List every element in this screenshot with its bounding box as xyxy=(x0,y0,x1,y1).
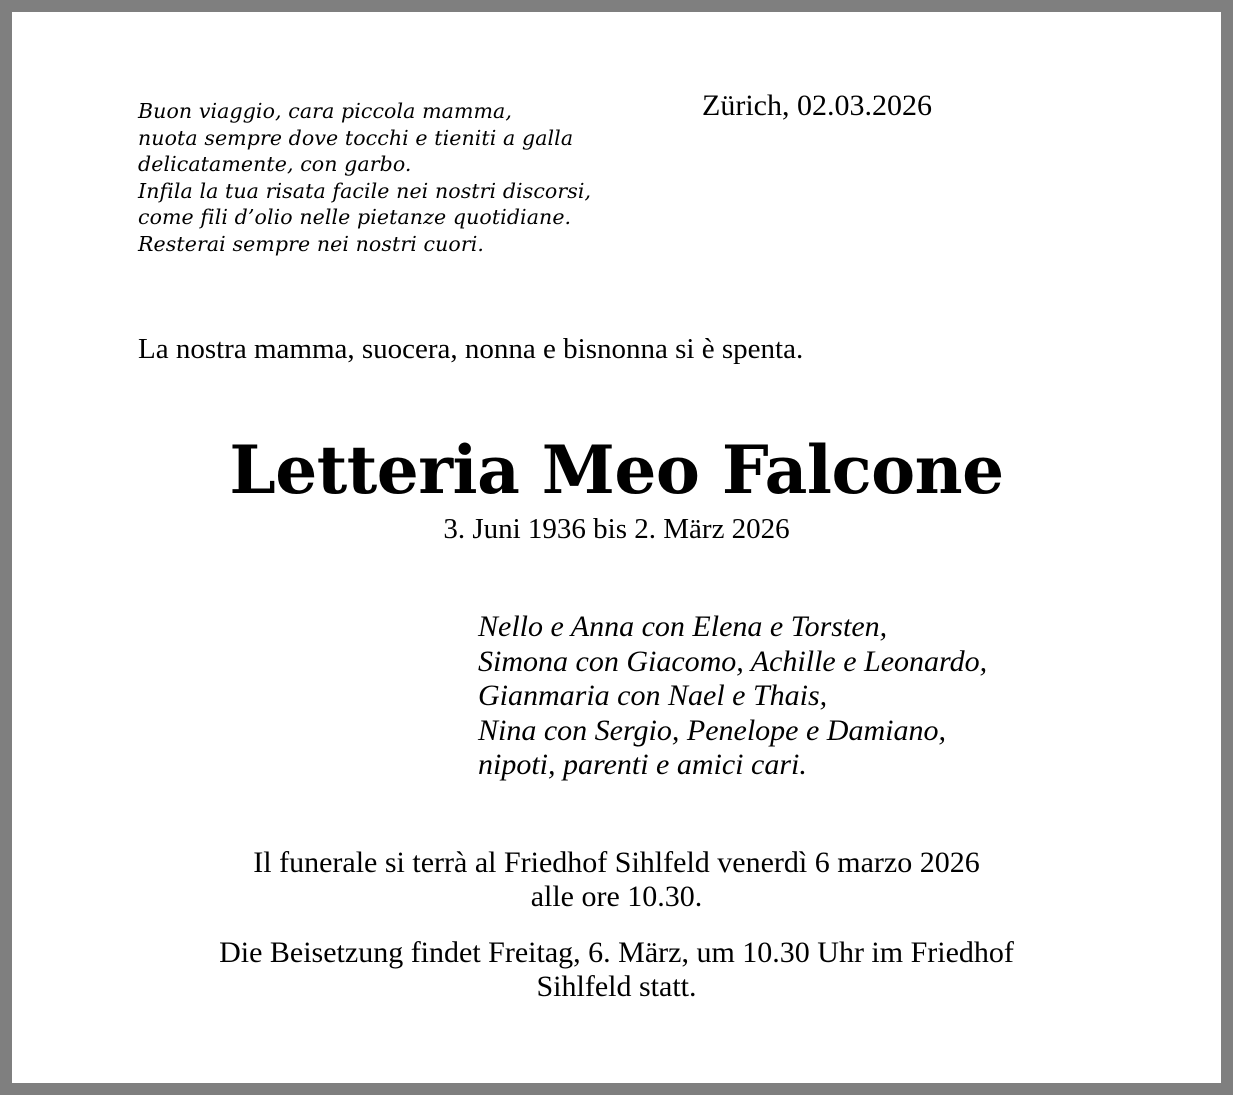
obituary-notice xyxy=(12,12,1221,1083)
deceased-name: Letteria Meo Falcone xyxy=(229,431,1004,509)
mourner-line: nipoti, parenti e amici cari. xyxy=(478,748,807,781)
life-dates: 3. Juni 1936 bis 2. März 2026 xyxy=(443,513,790,545)
mourner-line: Simona con Giacomo, Achille e Leonardo, xyxy=(478,644,988,678)
intro-sentence: La nostra mamma, suocera, nonna e bisnonna si è spenta. xyxy=(138,333,804,365)
funeral-italian-line: Il funerale si terrà al Friedhof Sihlfeld venerdì 6 marzo 2026 xyxy=(253,846,980,879)
place-and-date: Zürich, 02.03.2026 xyxy=(702,89,932,122)
poem-line: Buon viaggio, cara piccola mamma, xyxy=(138,99,512,123)
poem-line: nuota sempre dove tocchi e tieniti a galla xyxy=(138,125,574,150)
poem-line: Resterai sempre nei nostri cuori. xyxy=(138,231,484,256)
poem-line: come fili d’olio nelle pietanze quotidiane. xyxy=(138,205,572,230)
funeral-italian-line: alle ore 10.30. xyxy=(530,880,703,913)
funeral-german-line: Sihlfeld statt. xyxy=(536,970,697,1003)
funeral-german-line: Die Beisetzung findet Freitag, 6. März, um 10.30 Uhr im Friedhof xyxy=(219,936,1014,969)
mourner-line: Nina con Sergio, Penelope e Damiano, xyxy=(478,713,946,747)
funeral-info-german xyxy=(12,936,1221,1004)
mourners-list xyxy=(478,610,987,783)
poem xyxy=(138,98,658,258)
mourner-line: Gianmaria con Nael e Thais, xyxy=(478,679,828,712)
funeral-info-italian xyxy=(12,846,1221,914)
poem-line: Infila la tua risata facile nei nostri discorsi, xyxy=(138,178,592,203)
poem-line: delicatamente, con garbo. xyxy=(138,152,412,177)
mourner-line: Nello e Anna con Elena e Torsten, xyxy=(478,610,888,643)
